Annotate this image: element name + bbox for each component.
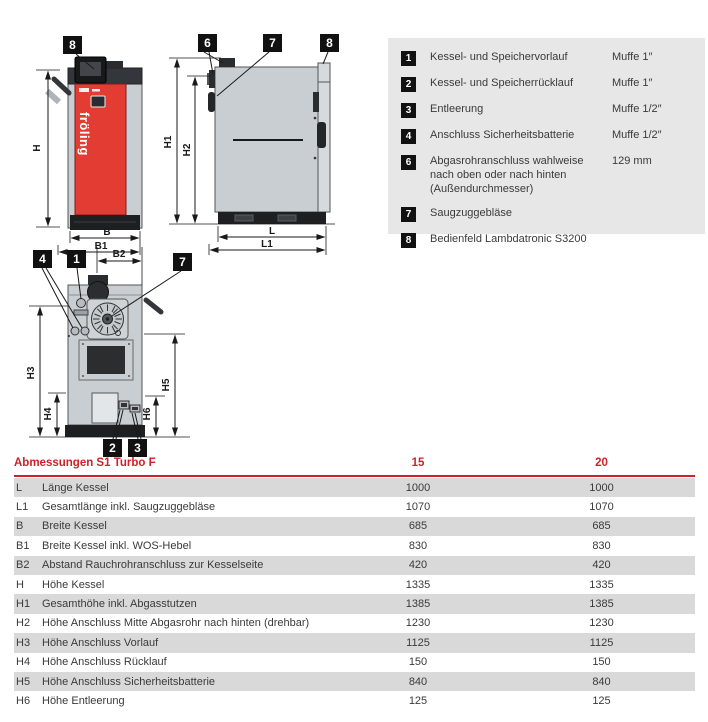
boiler-front-body [47, 57, 142, 230]
row-code: H2 [16, 617, 31, 630]
svg-text:H6: H6 [142, 407, 153, 421]
svg-text:8: 8 [326, 36, 333, 50]
legend-label: Entleerung [430, 103, 484, 115]
row-value-20: 150 [592, 656, 611, 669]
row-label: Gesamtlänge inkl. Saugzuggebläse [42, 501, 216, 514]
row-label: Höhe Anschluss Vorlauf [42, 636, 159, 649]
row-value-15: 840 [408, 675, 428, 688]
legend-number-badge: 2 [401, 77, 416, 92]
legend-label: Kessel- und Speicherrücklauf [430, 77, 574, 89]
row-value-15: 420 [408, 559, 428, 572]
svg-text:B: B [103, 227, 111, 238]
suction-fan [87, 299, 128, 339]
svg-text:B1: B1 [94, 241, 108, 252]
row-label: Höhe Anschluss Mitte Abgasrohr nach hinten (drehbar) [42, 617, 310, 630]
row-label: Höhe Anschluss Sicherheitsbatterie [42, 675, 216, 688]
row-label: Höhe Entleerung [42, 694, 125, 707]
row-value-20: 125 [592, 694, 611, 707]
table-header [14, 457, 695, 477]
legend-number-badge: 3 [401, 103, 416, 118]
row-code: B1 [16, 539, 30, 552]
row-value-20: 1070 [589, 501, 614, 514]
control-panel-display [75, 57, 106, 83]
svg-text:3: 3 [134, 441, 141, 455]
legend-label: Saugzuggebläse [430, 207, 512, 220]
table-row [14, 672, 695, 691]
legend-number-badge: 6 [401, 155, 416, 170]
boiler-side-view-diagram [163, 30, 383, 255]
table-row [14, 556, 695, 575]
boiler-rear-view-diagram [25, 243, 235, 458]
row-value-15: 125 [408, 694, 428, 707]
table-row [14, 653, 695, 672]
row-value-20: 830 [592, 539, 611, 552]
fan-housing-side [208, 92, 215, 112]
row-label: Höhe Kessel [42, 578, 105, 591]
connections-legend [388, 38, 705, 247]
svg-text:1: 1 [73, 252, 80, 266]
froeling-logo: fröling [77, 112, 92, 156]
row-label: Breite Kessel inkl. WOS-Hebel [42, 539, 192, 552]
callout-8 [320, 34, 339, 64]
svg-text:H3: H3 [26, 366, 37, 380]
boiler-side-body [207, 58, 330, 224]
svg-text:H1: H1 [163, 135, 174, 149]
wos-lever-rear [146, 300, 161, 312]
row-code: H6 [16, 694, 31, 707]
svg-text:L1: L1 [261, 239, 273, 250]
legend-number-badge: 1 [401, 51, 416, 66]
svg-text:6: 6 [204, 36, 211, 50]
row-label: Breite Kessel [42, 520, 107, 533]
dimension-H4 [43, 393, 66, 436]
row-code: H3 [16, 636, 31, 649]
dimension-H6 [142, 396, 165, 436]
legend-number-badge: 8 [401, 233, 416, 248]
svg-text:B2: B2 [112, 249, 126, 260]
row-code: L1 [16, 501, 29, 514]
row-value-15: 830 [408, 539, 428, 552]
legend-item-3 [401, 103, 692, 118]
row-value-15: 1230 [405, 617, 431, 630]
svg-text:7: 7 [269, 36, 276, 50]
row-value-20: 840 [592, 675, 611, 688]
row-code: B [16, 520, 24, 533]
legend-number-badge: 4 [401, 129, 416, 144]
column-header-20: 20 [595, 457, 608, 469]
row-label: Höhe Anschluss Rücklauf [42, 656, 167, 669]
table-row [14, 633, 695, 652]
table-row [14, 478, 695, 497]
svg-text:7: 7 [179, 255, 186, 269]
legend-value: Muffe 1/2″ [612, 103, 662, 115]
row-value-20: 420 [592, 559, 611, 572]
dimension-H1 [163, 60, 177, 223]
dimension-H2 [182, 78, 195, 223]
svg-text:4: 4 [39, 252, 46, 266]
legend-label: Bedienfeld Lambdatronic S3200 [430, 233, 587, 246]
row-value-20: 1230 [589, 617, 614, 630]
row-value-20: 1385 [589, 598, 614, 611]
row-value-20: 1000 [589, 481, 614, 494]
table-row [14, 536, 695, 555]
svg-text:H: H [32, 144, 43, 152]
legend-value: Muffe 1″ [612, 51, 653, 63]
row-value-15: 150 [408, 656, 428, 669]
legend-value: Muffe 1″ [612, 77, 653, 89]
entleerung-fitting [130, 405, 140, 412]
row-code: B2 [16, 559, 30, 572]
table-row [14, 594, 695, 613]
legend-item-8 [401, 233, 692, 248]
row-value-15: 1070 [405, 501, 431, 514]
row-value-15: 1000 [405, 481, 431, 494]
table-row [14, 517, 695, 536]
row-code: H [16, 578, 24, 591]
svg-text:H5: H5 [161, 378, 172, 392]
row-code: H5 [16, 675, 31, 688]
row-value-20: 1335 [589, 578, 614, 591]
table-row [14, 575, 695, 594]
legend-item-4 [401, 129, 692, 144]
row-label: Länge Kessel [42, 481, 109, 494]
svg-text:2: 2 [109, 441, 116, 455]
boiler-front-view-diagram [28, 30, 180, 255]
table-row [14, 691, 695, 710]
row-label: Gesamthöhe inkl. Abgasstutzen [42, 598, 197, 611]
flue-rear-stub [209, 70, 215, 88]
table-row [14, 614, 695, 633]
table-row [14, 497, 695, 516]
legend-item-6 [401, 155, 692, 196]
legend-number-badge: 7 [401, 207, 416, 222]
legend-item-1 [401, 51, 692, 66]
row-label: Abstand Rauchrohranschluss zur Kesselseite [42, 559, 264, 572]
ruecklauf-fitting [119, 401, 129, 409]
dimensions-table [14, 457, 695, 711]
row-code: H1 [16, 598, 31, 611]
row-code: H4 [16, 656, 31, 669]
legend-label: Abgasrohranschluss wahlweise nach oben oder nach hinten (Außendurchmesser) [430, 155, 584, 195]
svg-text:L: L [268, 226, 276, 237]
legend-label: Anschluss Sicherheitsbatterie [430, 129, 575, 141]
table-title: Abmessungen S1 Turbo F [14, 457, 156, 469]
row-value-20: 1125 [589, 636, 614, 649]
legend-value: Muffe 1/2″ [612, 129, 662, 141]
row-value-15: 685 [408, 520, 428, 533]
column-header-15: 15 [411, 457, 425, 469]
row-value-15: 1335 [405, 578, 431, 591]
row-value-15: 1385 [405, 598, 431, 611]
legend-value: 129 mm [612, 155, 652, 167]
row-value-20: 685 [592, 520, 611, 533]
vent-grille [79, 340, 133, 380]
row-value-15: 1125 [406, 636, 430, 649]
svg-text:H2: H2 [182, 143, 193, 157]
table-body [14, 478, 695, 711]
svg-text:H4: H4 [43, 407, 54, 421]
ash-door [92, 393, 118, 423]
legend-item-2 [401, 77, 692, 92]
legend-item-7 [401, 207, 692, 222]
wos-lever [47, 79, 69, 102]
svg-text:8: 8 [69, 38, 76, 52]
legend-label: Kessel- und Speichervorlauf [430, 51, 568, 63]
row-code: L [16, 481, 23, 494]
